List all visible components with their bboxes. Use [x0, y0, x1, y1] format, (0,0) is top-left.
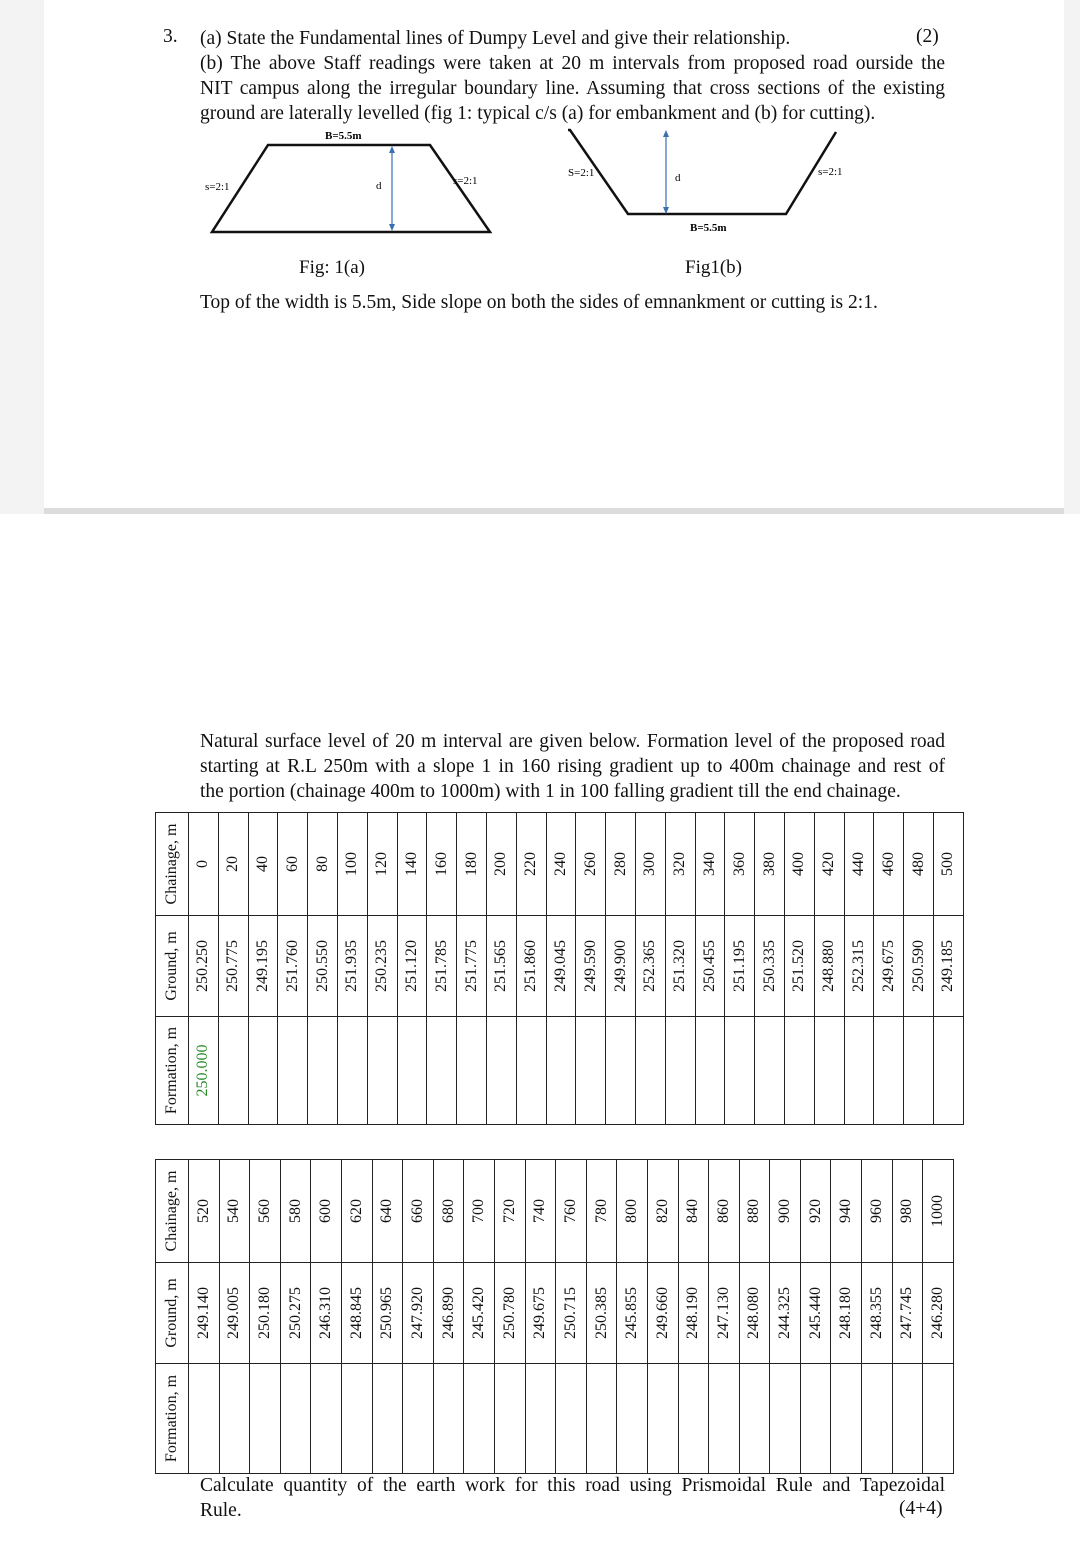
chainage-cell: 180	[457, 813, 487, 916]
chainage-cell: 620	[341, 1160, 372, 1263]
formation-cell	[403, 1364, 434, 1474]
footer-line-1: Calculate quantity of the earth work for this road using Prismoidal Rule and Tapezoidal	[200, 1475, 945, 1496]
ground-header: Ground, m	[156, 916, 189, 1017]
formation-cell	[308, 1017, 338, 1125]
table-row	[904, 813, 934, 1125]
ground-cell: 245.440	[800, 1263, 831, 1364]
formation-cell	[904, 1017, 934, 1125]
ground-cell: 250.780	[494, 1263, 525, 1364]
ground-cell: 249.185	[933, 916, 963, 1017]
table-row	[862, 1160, 893, 1474]
ground-cell: 251.195	[725, 916, 755, 1017]
formation-cell	[218, 1017, 248, 1125]
formation-cell	[427, 1017, 457, 1125]
chainage-cell: 400	[784, 813, 814, 916]
t1-header-row	[156, 813, 189, 1125]
ground-cell: 246.310	[311, 1263, 342, 1364]
chainage-cell: 300	[635, 813, 665, 916]
table-row	[784, 813, 814, 1125]
part-a-line: (a) State the Fundamental lines of Dumpy Level and give their relationship.	[200, 28, 791, 49]
table-row	[831, 1160, 862, 1474]
chainage-cell: 80	[308, 813, 338, 916]
table-row	[665, 813, 695, 1125]
embankment-outline	[212, 145, 490, 232]
cutting-left-slope: S=2:1	[568, 167, 595, 179]
table-row	[874, 813, 904, 1125]
embankment-depth-arrow-down	[389, 224, 395, 231]
ground-cell: 249.005	[219, 1263, 250, 1364]
figure-embankment	[205, 130, 490, 232]
table-row	[219, 1160, 250, 1474]
chainage-cell: 480	[904, 813, 934, 916]
ground-cell: 248.355	[862, 1263, 893, 1364]
chainage-header: Chainage, m	[156, 1160, 189, 1263]
chainage-cell: 980	[892, 1160, 923, 1263]
formation-cell	[739, 1364, 770, 1474]
cutting-right-slope: s=2:1	[818, 166, 843, 178]
chainage-cell: 420	[814, 813, 844, 916]
chainage-cell: 40	[248, 813, 278, 916]
formation-cell	[844, 1017, 874, 1125]
formation-cell	[219, 1364, 250, 1474]
embankment-top-label: B=5.5m	[325, 130, 362, 142]
table-row	[546, 813, 576, 1125]
ground-cell: 250.275	[280, 1263, 311, 1364]
embankment-depth-label: d	[376, 180, 382, 192]
question-number: 3.	[163, 26, 178, 47]
ground-cell: 251.860	[516, 916, 546, 1017]
chainage-cell: 20	[218, 813, 248, 916]
formation-cell	[280, 1364, 311, 1474]
table-row	[739, 1160, 770, 1474]
formation-cell	[606, 1017, 636, 1125]
ground-cell: 250.590	[904, 916, 934, 1017]
formation-cell	[892, 1364, 923, 1474]
chainage-cell: 600	[311, 1160, 342, 1263]
chainage-cell: 280	[606, 813, 636, 916]
part-b-line-2: NIT campus along the irregular boundary line. Assuming that cross sections of the existing	[200, 78, 945, 99]
table-row	[367, 813, 397, 1125]
ground-cell: 250.385	[586, 1263, 617, 1364]
fig-b-caption: Fig1(b)	[685, 257, 742, 278]
ground-cell: 251.520	[784, 916, 814, 1017]
table-row	[397, 813, 427, 1125]
formation-cell	[372, 1364, 403, 1474]
chainage-cell: 260	[576, 813, 606, 916]
footer-line-2: Rule.	[200, 1500, 242, 1521]
formation-cell	[516, 1017, 546, 1125]
chainage-cell: 860	[709, 1160, 740, 1263]
table-row	[278, 813, 308, 1125]
table-row	[586, 1160, 617, 1474]
table-row	[189, 813, 219, 1125]
ground-cell: 250.250	[189, 916, 219, 1017]
formation-cell	[709, 1364, 740, 1474]
chainage-cell: 140	[397, 813, 427, 916]
ground-cell: 250.775	[218, 916, 248, 1017]
table-row	[337, 813, 367, 1125]
formation-cell	[189, 1364, 220, 1474]
formation-cell	[617, 1364, 648, 1474]
formation-cell	[665, 1017, 695, 1125]
formation-cell	[433, 1364, 464, 1474]
embankment-right-slope: s=2:1	[453, 175, 478, 187]
intro-line-1: Natural surface level of 20 m interval are given below. Formation level of the proposed road	[200, 731, 945, 752]
table-row	[606, 813, 636, 1125]
table-row	[556, 1160, 587, 1474]
formation-cell	[586, 1364, 617, 1474]
chainage-cell: 800	[617, 1160, 648, 1263]
chainage-cell: 820	[647, 1160, 678, 1263]
ground-cell: 249.675	[874, 916, 904, 1017]
footer-paragraph	[200, 1473, 945, 1523]
table-row	[516, 813, 546, 1125]
formation-cell	[311, 1364, 342, 1474]
ground-cell: 252.365	[635, 916, 665, 1017]
ground-cell: 244.325	[770, 1263, 801, 1364]
cutting-outline	[568, 130, 836, 214]
formation-header: Formation, m	[156, 1017, 189, 1125]
intro-line-2: starting at R.L 250m with a slope 1 in 160 rising gradient up to 400m chainage and rest of	[200, 756, 945, 777]
formation-header: Formation, m	[156, 1364, 189, 1474]
cutting-depth-arrow-up	[663, 130, 669, 137]
table-row	[308, 813, 338, 1125]
table-row	[617, 1160, 648, 1474]
formation-cell	[784, 1017, 814, 1125]
ground-cell: 248.180	[831, 1263, 862, 1364]
formation-cell	[862, 1364, 893, 1474]
chainage-cell: 240	[546, 813, 576, 916]
formation-cell	[814, 1017, 844, 1125]
ground-cell: 249.195	[248, 916, 278, 1017]
t2-header-row	[156, 1160, 189, 1474]
table-row	[800, 1160, 831, 1474]
formation-cell	[755, 1017, 785, 1125]
table-row	[525, 1160, 556, 1474]
ground-header: Ground, m	[156, 1263, 189, 1364]
ground-cell: 250.180	[250, 1263, 281, 1364]
ground-cell: 249.900	[606, 916, 636, 1017]
levels-table-1	[155, 812, 964, 1125]
formation-cell	[494, 1364, 525, 1474]
table-row	[923, 1160, 954, 1474]
figure-note: Top of the width is 5.5m, Side slope on both the sides of emnankment or cutting is 2:1.	[200, 292, 878, 313]
ground-cell: 249.660	[647, 1263, 678, 1364]
ground-cell: 250.235	[367, 916, 397, 1017]
formation-cell	[933, 1017, 963, 1125]
table-row	[250, 1160, 281, 1474]
formation-cell	[397, 1017, 427, 1125]
table-row	[892, 1160, 923, 1474]
ground-cell: 250.965	[372, 1263, 403, 1364]
chainage-cell: 380	[755, 813, 785, 916]
ground-cell: 251.120	[397, 916, 427, 1017]
chainage-cell: 560	[250, 1160, 281, 1263]
cross-section-figures	[0, 0, 1080, 290]
chainage-cell: 540	[219, 1160, 250, 1263]
chainage-cell: 880	[739, 1160, 770, 1263]
table-row	[755, 813, 785, 1125]
embankment-depth-arrow-up	[389, 146, 395, 153]
chainage-cell: 660	[403, 1160, 434, 1263]
ground-cell: 247.920	[403, 1263, 434, 1364]
ground-cell: 247.130	[709, 1263, 740, 1364]
levels-table-2	[155, 1159, 954, 1474]
formation-cell	[695, 1017, 725, 1125]
fig-a-caption: Fig: 1(a)	[299, 257, 365, 278]
formation-cell	[546, 1017, 576, 1125]
chainage-cell: 220	[516, 813, 546, 916]
chainage-cell: 460	[874, 813, 904, 916]
formation-cell	[367, 1017, 397, 1125]
table-row	[433, 1160, 464, 1474]
chainage-header: Chainage, m	[156, 813, 189, 916]
table-row	[647, 1160, 678, 1474]
ground-cell: 246.280	[923, 1263, 954, 1364]
table-row	[695, 813, 725, 1125]
formation-cell	[337, 1017, 367, 1125]
chainage-cell: 760	[556, 1160, 587, 1263]
chainage-cell: 720	[494, 1160, 525, 1263]
table-row	[341, 1160, 372, 1474]
table-row	[576, 813, 606, 1125]
ground-cell: 250.550	[308, 916, 338, 1017]
chainage-cell: 500	[933, 813, 963, 916]
table-row	[635, 813, 665, 1125]
ground-cell: 249.045	[546, 916, 576, 1017]
table-row	[814, 813, 844, 1125]
table-row	[280, 1160, 311, 1474]
chainage-cell: 900	[770, 1160, 801, 1263]
chainage-cell: 780	[586, 1160, 617, 1263]
part-a-marks: (2)	[916, 26, 939, 47]
table-row	[486, 813, 516, 1125]
formation-cell	[678, 1364, 709, 1474]
formation-cell	[248, 1017, 278, 1125]
ground-cell: 251.935	[337, 916, 367, 1017]
cutting-depth-label: d	[675, 172, 681, 184]
ground-cell: 248.880	[814, 916, 844, 1017]
formation-cell	[725, 1017, 755, 1125]
formation-cell	[831, 1364, 862, 1474]
ground-cell: 247.745	[892, 1263, 923, 1364]
table-row	[457, 813, 487, 1125]
formation-cell: 250.000	[189, 1017, 219, 1125]
formation-cell	[556, 1364, 587, 1474]
table-row	[844, 813, 874, 1125]
chainage-cell: 520	[189, 1160, 220, 1263]
chainage-cell: 840	[678, 1160, 709, 1263]
formation-cell	[874, 1017, 904, 1125]
chainage-cell: 640	[372, 1160, 403, 1263]
ground-cell: 249.590	[576, 916, 606, 1017]
table-row	[494, 1160, 525, 1474]
formation-cell	[770, 1364, 801, 1474]
chainage-cell: 160	[427, 813, 457, 916]
chainage-cell: 580	[280, 1160, 311, 1263]
cutting-bottom-label: B=5.5m	[690, 222, 727, 234]
chainage-cell: 60	[278, 813, 308, 916]
formation-cell	[464, 1364, 495, 1474]
table-row	[933, 813, 963, 1125]
ground-cell: 249.140	[189, 1263, 220, 1364]
formation-cell	[250, 1364, 281, 1474]
formation-cell	[341, 1364, 372, 1474]
table-row	[218, 813, 248, 1125]
table-row	[709, 1160, 740, 1474]
formation-cell	[278, 1017, 308, 1125]
table-row	[189, 1160, 220, 1474]
chainage-cell: 120	[367, 813, 397, 916]
ground-cell: 251.565	[486, 916, 516, 1017]
ground-cell: 250.455	[695, 916, 725, 1017]
ground-cell: 250.715	[556, 1263, 587, 1364]
ground-cell: 252.315	[844, 916, 874, 1017]
table-row	[403, 1160, 434, 1474]
chainage-cell: 320	[665, 813, 695, 916]
table-row	[427, 813, 457, 1125]
ground-cell: 250.335	[755, 916, 785, 1017]
ground-cell: 245.855	[617, 1263, 648, 1364]
ground-cell: 248.845	[341, 1263, 372, 1364]
chainage-cell: 0	[189, 813, 219, 916]
ground-cell: 245.420	[464, 1263, 495, 1364]
part-b-line-3: ground are laterally levelled (fig 1: typical c/s (a) for embankment and (b) for cutting).	[200, 103, 876, 124]
chainage-cell: 680	[433, 1160, 464, 1263]
ground-cell: 251.320	[665, 916, 695, 1017]
intro-paragraph	[200, 729, 945, 804]
chainage-cell: 940	[831, 1160, 862, 1263]
ground-cell: 246.890	[433, 1263, 464, 1364]
embankment-left-slope: s=2:1	[205, 181, 230, 193]
figure-cutting	[568, 130, 843, 234]
table-row	[678, 1160, 709, 1474]
part-b-line-1: (b) The above Staff readings were taken at 20 m intervals from proposed road ourside the	[200, 53, 945, 74]
ground-cell: 251.785	[427, 916, 457, 1017]
table-row	[464, 1160, 495, 1474]
chainage-cell: 200	[486, 813, 516, 916]
chainage-cell: 700	[464, 1160, 495, 1263]
formation-cell	[576, 1017, 606, 1125]
table-row	[311, 1160, 342, 1474]
formation-cell	[486, 1017, 516, 1125]
table-row	[248, 813, 278, 1125]
formation-cell	[457, 1017, 487, 1125]
chainage-cell: 960	[862, 1160, 893, 1263]
chainage-cell: 740	[525, 1160, 556, 1263]
table-row	[770, 1160, 801, 1474]
formation-cell	[923, 1364, 954, 1474]
intro-line-3: the portion (chainage 400m to 1000m) with 1 in 100 falling gradient till the end chainage.	[200, 781, 901, 802]
chainage-cell: 360	[725, 813, 755, 916]
formation-cell	[647, 1364, 678, 1474]
formation-cell	[525, 1364, 556, 1474]
chainage-cell: 100	[337, 813, 367, 916]
ground-cell: 248.190	[678, 1263, 709, 1364]
chainage-cell: 440	[844, 813, 874, 916]
ground-cell: 251.760	[278, 916, 308, 1017]
ground-cell: 249.675	[525, 1263, 556, 1364]
formation-cell	[800, 1364, 831, 1474]
chainage-cell: 1000	[923, 1160, 954, 1263]
ground-cell: 251.775	[457, 916, 487, 1017]
table-row	[725, 813, 755, 1125]
formation-cell	[635, 1017, 665, 1125]
ground-cell: 248.080	[739, 1263, 770, 1364]
chainage-cell: 920	[800, 1160, 831, 1263]
table-row	[372, 1160, 403, 1474]
chainage-cell: 340	[695, 813, 725, 916]
footer-marks: (4+4)	[899, 1498, 943, 1519]
